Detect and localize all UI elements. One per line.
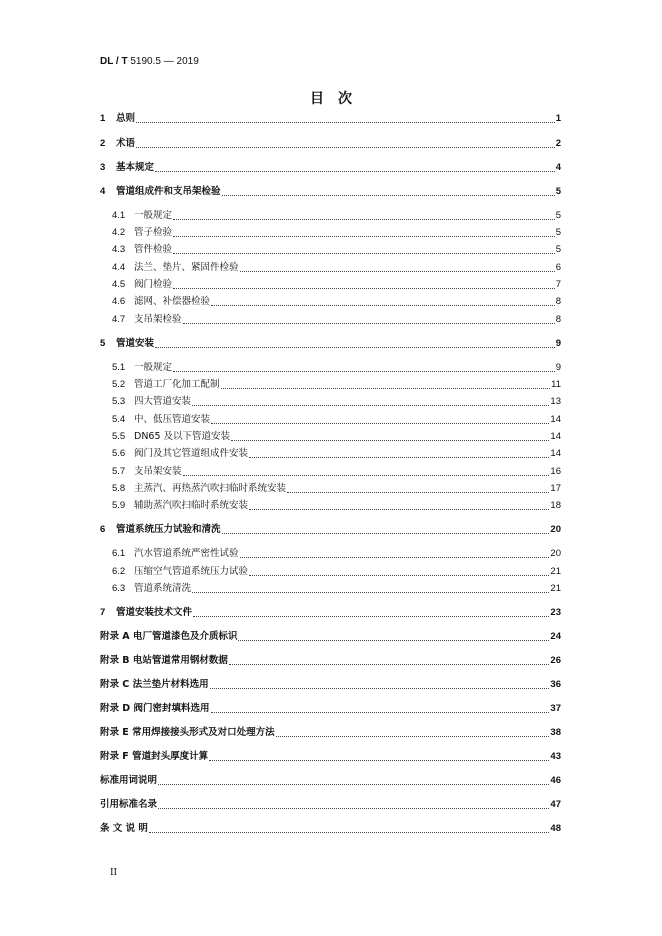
dot-leader	[249, 456, 549, 458]
toc-entry-page: 2	[555, 138, 561, 149]
toc-entry-page: 36	[550, 679, 561, 690]
toc-entry-label: 管道安装技术文件	[116, 607, 193, 618]
toc-entry-page: 37	[550, 703, 561, 714]
dot-leader	[173, 287, 555, 289]
toc-entry[interactable]	[112, 295, 561, 309]
toc-entry-page: 43	[550, 751, 561, 762]
toc-entry-label: 法兰、垫片、紧固件检验	[134, 262, 239, 273]
dot-leader	[192, 404, 549, 406]
toc-entry-label: 基本规定	[116, 162, 155, 173]
toc-entry-page: 21	[550, 583, 561, 594]
dot-leader	[276, 735, 550, 737]
dot-leader	[210, 687, 550, 689]
toc-entry-page: 26	[550, 655, 561, 666]
toc-entry-number: 4.5	[112, 279, 126, 290]
toc-entry-page: 13	[550, 396, 561, 407]
dot-leader	[193, 615, 549, 617]
dot-leader	[249, 508, 549, 510]
toc-entry[interactable]	[112, 209, 561, 223]
toc-entry[interactable]	[112, 278, 561, 292]
toc-entry-number: 5.5	[112, 431, 126, 442]
dot-leader	[222, 194, 555, 196]
toc-entry[interactable]	[100, 161, 561, 175]
dot-leader	[173, 370, 555, 372]
toc-entry-label: 支吊架安装	[134, 466, 182, 477]
toc-entry-page: 23	[550, 607, 561, 618]
toc-entry[interactable]	[100, 678, 561, 692]
toc-entry[interactable]	[100, 726, 561, 740]
dot-leader	[222, 532, 550, 534]
toc-entry-label: DN65 及以下管道安装	[134, 431, 231, 442]
toc-entry-number: 3	[100, 162, 106, 173]
toc-entry-number: 5.3	[112, 396, 126, 407]
toc-entry-label: 汽水管道系统严密性试验	[134, 548, 239, 559]
toc-entry-number: 4	[100, 186, 106, 197]
toc-entry-label: 附录 D 阀门密封填料选用	[100, 703, 210, 714]
toc-entry-number: 4.7	[112, 314, 126, 325]
toc-entry[interactable]	[100, 185, 561, 199]
toc-entry-number: 4.6	[112, 296, 126, 307]
toc-entry-page: 14	[550, 431, 561, 442]
toc-entry-label: 管道工厂化加工配制	[134, 379, 220, 390]
toc-entry-label: 支吊架检验	[134, 314, 182, 325]
toc-entry[interactable]	[112, 413, 561, 427]
toc-entry-page: 16	[550, 466, 561, 477]
toc-entry-page: 4	[555, 162, 561, 173]
toc-entry-number: 5.1	[112, 362, 126, 373]
dot-leader	[155, 170, 555, 172]
toc-entry-label: 管道安装	[116, 338, 155, 349]
toc-entry-label: 总则	[116, 113, 136, 124]
toc-entry-page: 5	[555, 186, 561, 197]
dot-leader	[238, 639, 549, 641]
toc-entry-label: 管道系统压力试验和清洗	[116, 524, 221, 535]
dot-leader	[209, 759, 549, 761]
toc-entry-label: 附录 A 电厂管道漆色及介质标识	[100, 631, 238, 642]
toc-entry-page: 7	[555, 279, 561, 290]
toc-entry[interactable]	[112, 261, 561, 275]
toc-entry-page: 8	[555, 314, 561, 325]
toc-entry-number: 6.2	[112, 566, 126, 577]
toc-entry-page: 9	[555, 362, 561, 373]
toc-entry-page: 5	[555, 227, 561, 238]
toc-entry-label: 标准用词说明	[100, 775, 158, 786]
toc-entry-number: 6.3	[112, 583, 126, 594]
toc-entry-page: 20	[550, 548, 561, 559]
toc-entry-number: 1	[100, 113, 106, 124]
toc-entry-label: 管子检验	[134, 227, 173, 238]
toc-entry-page: 6	[555, 262, 561, 273]
toc-entry-label: 一般规定	[134, 210, 173, 221]
toc-entry-number: 2	[100, 138, 106, 149]
toc-entry[interactable]	[112, 565, 561, 579]
toc-entry-number: 5.4	[112, 414, 126, 425]
dot-leader	[158, 783, 549, 785]
toc-entry-number: 4.4	[112, 262, 126, 273]
toc-entry-page: 14	[550, 414, 561, 425]
toc-entry[interactable]	[100, 702, 561, 716]
dot-leader	[173, 235, 555, 237]
toc-entry-number: 5.6	[112, 448, 126, 459]
dot-leader	[158, 807, 549, 809]
dot-leader	[211, 711, 550, 713]
toc-entry-page: 18	[550, 500, 561, 511]
toc-entry-page: 21	[550, 566, 561, 577]
dot-leader	[249, 574, 549, 576]
toc-entry[interactable]	[112, 226, 561, 240]
toc-entry[interactable]	[100, 606, 561, 620]
toc-entry[interactable]	[112, 395, 561, 409]
toc-entry-page: 20	[550, 524, 561, 535]
toc-entry-label: 管件检验	[134, 244, 173, 255]
dot-leader	[136, 121, 555, 123]
toc-entry[interactable]	[100, 750, 561, 764]
toc-entry[interactable]	[100, 112, 561, 126]
toc-entry[interactable]	[100, 822, 561, 836]
toc-entry[interactable]	[112, 243, 561, 257]
toc-entry-page: 38	[550, 727, 561, 738]
toc-entry-number: 4.1	[112, 210, 126, 221]
toc-entry[interactable]	[100, 337, 561, 351]
toc-entry-page: 1	[555, 113, 561, 124]
toc-entry-page: 14	[550, 448, 561, 459]
toc-entry-label: 附录 E 常用焊接接头形式及对口处理方法	[100, 727, 275, 738]
toc-entry[interactable]	[112, 378, 561, 392]
toc-entry[interactable]	[112, 499, 561, 513]
toc-entry-label: 辅助蒸汽吹扫临时系统安装	[134, 500, 249, 511]
dot-leader	[229, 663, 550, 665]
toc-entry[interactable]	[100, 774, 561, 788]
toc-entry-label: 阀门及其它管道组成件安装	[134, 448, 249, 459]
toc-entry-number: 5.9	[112, 500, 126, 511]
dot-leader	[173, 252, 555, 254]
dot-leader	[221, 387, 551, 389]
toc-entry[interactable]	[112, 447, 561, 461]
toc-entry-page: 5	[555, 244, 561, 255]
dot-leader	[183, 474, 550, 476]
dot-leader	[240, 270, 555, 272]
toc-entry-page: 24	[550, 631, 561, 642]
page-title: 目次	[310, 91, 366, 107]
toc-entry[interactable]	[112, 361, 561, 375]
dot-leader	[192, 591, 549, 593]
standard-code: DL / T	[100, 56, 128, 67]
toc-entry-number: 5	[100, 338, 106, 349]
dot-leader	[231, 439, 549, 441]
toc-entry-number: 4.2	[112, 227, 126, 238]
toc-entry-label: 一般规定	[134, 362, 173, 373]
toc-entry-page: 9	[555, 338, 561, 349]
toc-entry-label: 管道系统清洗	[134, 583, 192, 594]
toc-entry-page: 48	[550, 823, 561, 834]
standard-number: 5190.5 — 2019	[130, 56, 199, 67]
toc-entry-label: 压缩空气管道系统压力试验	[134, 566, 249, 577]
toc-entry-label: 条 文 说 明	[100, 823, 148, 834]
toc-entry-page: 47	[550, 799, 561, 810]
toc-entry-label: 主蒸汽、再热蒸汽吹扫临时系统安装	[134, 483, 287, 494]
toc-entry-page: 11	[551, 379, 561, 390]
toc-entry-number: 6	[100, 524, 106, 535]
dot-leader	[155, 346, 555, 348]
toc-entry-label: 引用标准名录	[100, 799, 158, 810]
dot-leader	[149, 831, 549, 833]
document-header	[100, 56, 199, 67]
toc-entry-number: 5.8	[112, 483, 126, 494]
toc-entry[interactable]	[112, 482, 561, 496]
toc-entry-number: 6.1	[112, 548, 126, 559]
toc-entry-label: 阀门检验	[134, 279, 173, 290]
toc-entry-page: 46	[550, 775, 561, 786]
dot-leader	[173, 218, 555, 220]
toc-entry-number: 4.3	[112, 244, 126, 255]
toc-entry[interactable]	[112, 313, 561, 327]
toc-entry[interactable]	[100, 137, 561, 151]
dot-leader	[211, 422, 549, 424]
toc-entry-label: 中、低压管道安装	[134, 414, 211, 425]
toc-entry-label: 附录 C 法兰垫片材料选用	[100, 679, 209, 690]
dot-leader	[211, 304, 555, 306]
toc-entry-label: 附录 B 电站管道常用钢材数据	[100, 655, 228, 666]
dot-leader	[287, 491, 549, 493]
toc-entry-page: 8	[555, 296, 561, 307]
dot-leader	[183, 322, 555, 324]
toc-entry[interactable]	[112, 465, 561, 479]
toc-entry-page: 5	[555, 210, 561, 221]
toc-entry[interactable]	[100, 523, 561, 537]
toc-entry-label: 附录 F 管道封头厚度计算	[100, 751, 209, 762]
toc-entry-label: 四大管道安装	[134, 396, 192, 407]
dot-leader	[136, 146, 555, 148]
dot-leader	[240, 556, 550, 558]
toc-entry-label: 滤网、补偿器检验	[134, 296, 211, 307]
toc-entry-page: 17	[550, 483, 561, 494]
toc-entry[interactable]	[100, 798, 561, 812]
page-number: II	[110, 868, 118, 878]
toc-entry[interactable]	[100, 654, 561, 668]
toc-entry-number: 7	[100, 607, 106, 618]
toc-entry[interactable]	[112, 582, 561, 596]
toc-entry[interactable]	[112, 547, 561, 561]
toc-entry[interactable]	[100, 630, 561, 644]
toc-entry-number: 5.2	[112, 379, 126, 390]
toc-entry-label: 术语	[116, 138, 136, 149]
toc-entry[interactable]	[112, 430, 561, 444]
toc-entry-number: 5.7	[112, 466, 126, 477]
toc-entry-label: 管道组成件和支吊架检验	[116, 186, 221, 197]
